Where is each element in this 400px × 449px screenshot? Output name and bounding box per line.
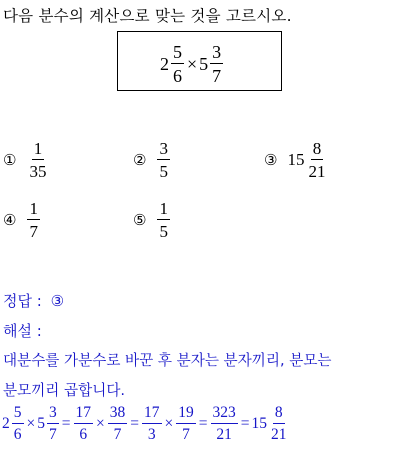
explanation-line-1: 대분수를 가분수로 바꾼 후 분자는 분자끼리, 분모는 [3,352,332,369]
answer-label: 정답 : [3,292,42,310]
option-4-fraction: $\frac{1}{7}$ [29,199,38,241]
explanation-label: 해설 : [3,322,42,340]
option-1-mark: ① [3,151,17,169]
answer-value: ③ [50,292,65,310]
option-3-mark: ③ [264,151,278,169]
option-3-whole: 15 [287,150,305,169]
solution-fraction: $\frac{323}{21}$ [212,404,236,443]
option-2-mark: ② [133,151,147,169]
option-1-fraction: $\frac{1}{35}$ [29,139,47,181]
expr-whole-1: 2 [160,53,169,74]
expr-fraction-1: $\frac{5}{6}$ [173,42,182,86]
option-2-fraction: $\frac{3}{5}$ [159,139,168,181]
option-5-mark: ⑤ [133,211,147,229]
expression [160,43,224,85]
option-3-fraction: $\frac{8}{21}$ [308,139,326,181]
solution-fraction: $\frac{3}{7}$ [49,404,57,443]
expr-whole-2: 5 [199,53,209,74]
option-2[interactable] [133,140,171,180]
option-4[interactable] [3,200,41,240]
answer-line [3,290,64,311]
option-5-fraction: $\frac{1}{5}$ [159,199,168,241]
solution-fraction: $\frac{17}{6}$ [75,404,91,443]
question-text: 다음 분수의 계산으로 맞는 것을 고르시오. [3,7,292,25]
option-4-mark: ④ [3,211,17,229]
option-5[interactable] [133,200,171,240]
explanation-line-2: 분모끼리 곱합니다. [3,382,126,399]
solution-fraction: $\frac{19}{7}$ [178,404,194,443]
solution-fraction: $\frac{5}{6}$ [13,404,22,443]
solution-fraction: $\frac{38}{7}$ [109,404,126,443]
solution-equation: 2 $\frac{5}{6}$ × 5 $\frac{3}{7}$ = $\frac{17}{6}$ × $\frac{38}{7}$ = $\frac{17}{3}$ × $\frac{19}{7}$ = $\frac{323}{21}$ = 15 $\frac{8}{21}$ [2,404,287,443]
expression-box [117,31,282,91]
solution-fraction: $\frac{8}{21}$ [271,404,287,443]
expr-times: × [187,53,198,74]
solution-fraction: $\frac{17}{3}$ [144,404,160,443]
expr-fraction-2: $\frac{3}{7}$ [212,42,222,86]
option-1[interactable] [3,140,49,180]
option-3[interactable] [264,140,328,180]
